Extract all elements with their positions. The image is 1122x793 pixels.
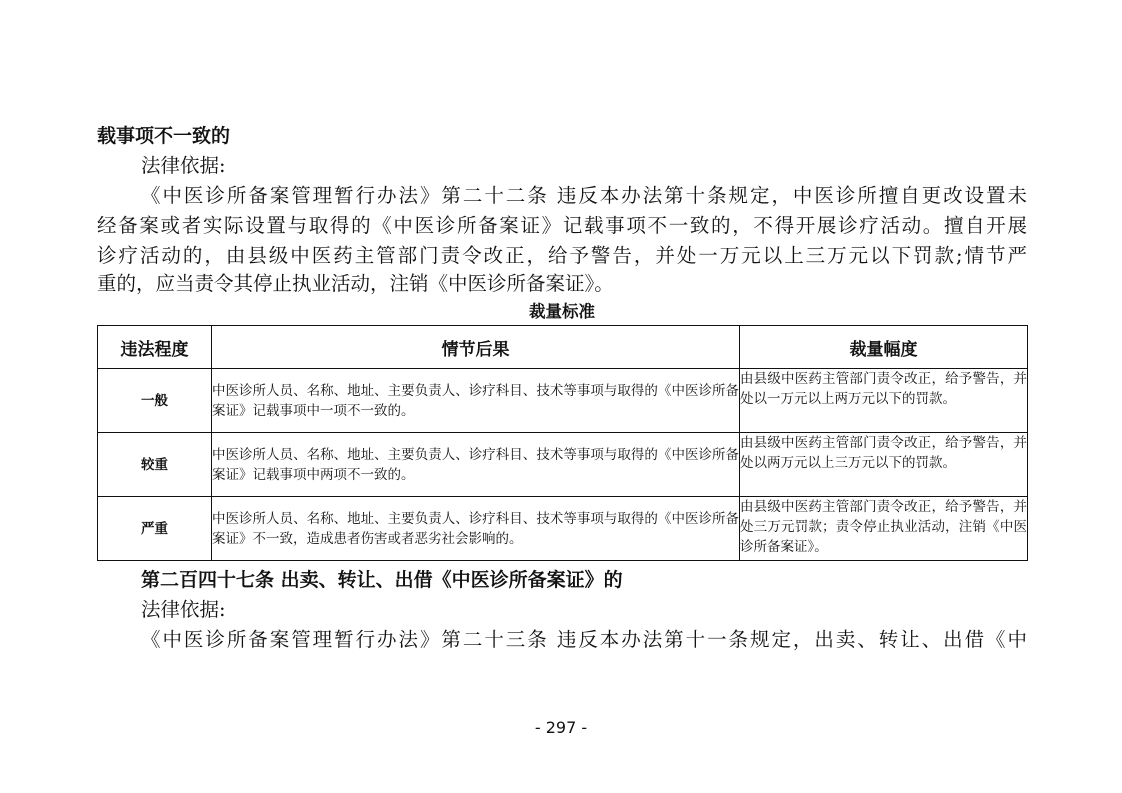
legal-basis-label: 法律依据: xyxy=(141,154,226,177)
violation-level: 较重 xyxy=(98,433,212,497)
header-violation-degree: 违法程度 xyxy=(98,326,212,369)
table-header-row xyxy=(98,326,1028,369)
violation-level: 严重 xyxy=(98,497,212,561)
penalty-range-text: 由县级中医药主管部门责令改正，给予警告，并处三万元罚款；责令停止执业活动，注销《中医诊所备案证》。 xyxy=(740,497,1028,561)
section-heading-continued: 载事项不一致的 xyxy=(97,125,231,147)
circumstances-text: 中医诊所人员、名称、地址、主要负责人、诊疗科目、技术等事项与取得的《中医诊所备案证》记载事项中两项不一致的。 xyxy=(212,433,740,497)
circumstances-text: 中医诊所人员、名称、地址、主要负责人、诊疗科目、技术等事项与取得的《中医诊所备案证》不一致，造成患者伤害或者恶劣社会影响的。 xyxy=(212,497,740,561)
table-row xyxy=(98,433,1028,497)
penalty-range-text: 由县级中医药主管部门责令改正，给予警告，并处以一万元以上两万元以下的罚款。 xyxy=(740,369,1028,433)
table-row xyxy=(98,497,1028,561)
table-row xyxy=(98,369,1028,433)
penalty-range-text: 由县级中医药主管部门责令改正，给予警告，并处以两万元以上三万元以下的罚款。 xyxy=(740,433,1028,497)
discretion-standard-table xyxy=(97,325,1028,561)
legal-basis-label-2: 法律依据: xyxy=(141,598,226,621)
article-heading: 第二百四十七条 出卖、转让、出借《中医诊所备案证》的 xyxy=(141,569,623,591)
header-circumstances: 情节后果 xyxy=(212,326,740,369)
legal-basis-text-2: 《中医诊所备案管理暂行办法》第二十三条 违反本办法第十一条规定，出卖、转让、出借《中 xyxy=(141,628,1027,651)
legal-basis-text-line-4: 重的，应当责令其停止执业活动，注销《中医诊所备案证》。 xyxy=(97,272,614,295)
legal-basis-text-line-3: 诊疗活动的，由县级中医药主管部门责令改正，给予警告，并处一万元以上三万元以下罚款;情节严 xyxy=(97,244,1027,267)
legal-basis-text-line-1: 《中医诊所备案管理暂行办法》第二十二条 违反本办法第十条规定，中医诊所擅自更改设置未 xyxy=(141,184,1027,207)
page-number: - 297 - xyxy=(534,718,588,737)
table-caption: 裁量标准 xyxy=(529,302,595,321)
legal-basis-text-line-2: 经备案或者实际设置与取得的《中医诊所备案证》记载事项不一致的，不得开展诊疗活动。擅自开展 xyxy=(97,214,1027,237)
circumstances-text: 中医诊所人员、名称、地址、主要负责人、诊疗科目、技术等事项与取得的《中医诊所备案证》记载事项中一项不一致的。 xyxy=(212,369,740,433)
violation-level: 一般 xyxy=(98,369,212,433)
header-penalty-range: 裁量幅度 xyxy=(740,326,1028,369)
